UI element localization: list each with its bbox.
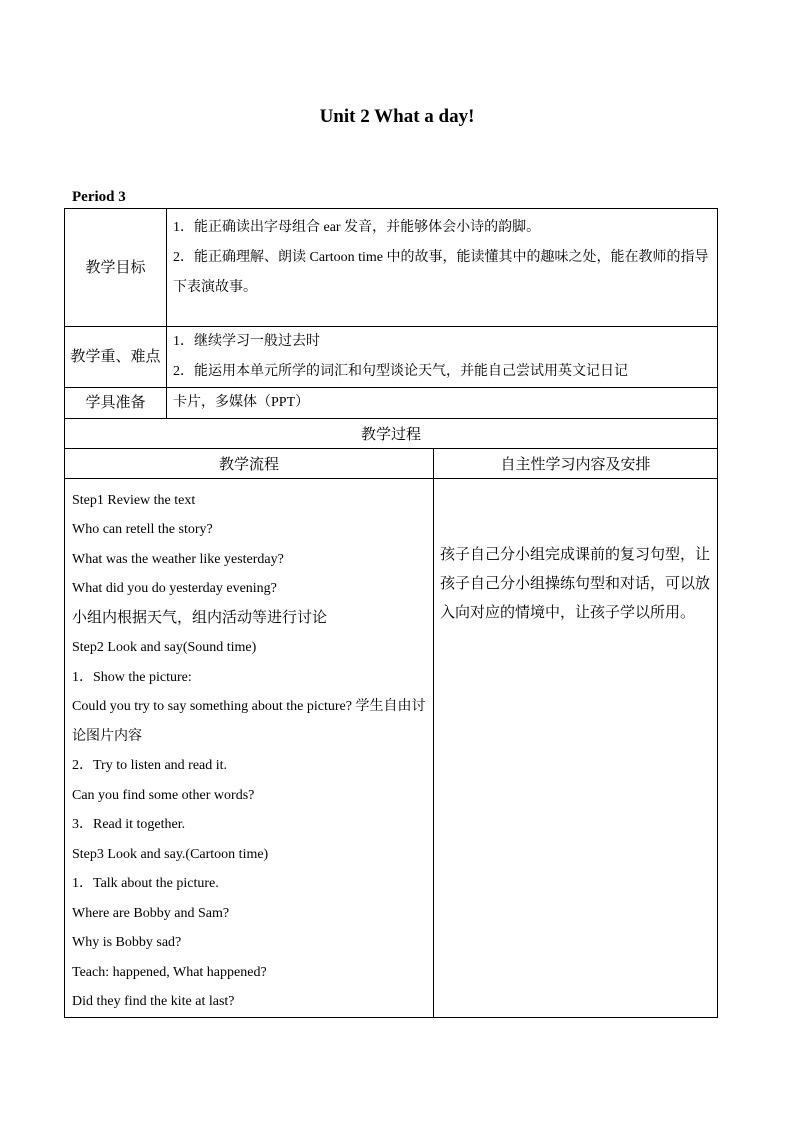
period-label: Period 3	[72, 189, 126, 205]
goals-row	[65, 209, 718, 327]
process-line: Could you try to say something about the picture? 学生自由讨论图片内容	[72, 699, 426, 744]
document-title: Unit 2 What a day!	[319, 106, 475, 127]
process-line: 1．Show the picture:	[72, 669, 192, 685]
process-line: 1．Talk about the picture.	[72, 876, 219, 891]
process-header-row	[65, 418, 718, 448]
process-line: 3．Read it together.	[72, 817, 186, 832]
process-line: What did you do yesterday evening?	[72, 581, 277, 596]
process-line: 2．Try to listen and read it.	[72, 758, 228, 773]
process-line: Where are Bobby and Sam?	[72, 905, 230, 921]
process-line: Step1 Review the text	[72, 492, 196, 508]
column-header-row	[65, 448, 718, 478]
process-line: Can you find some other words?	[72, 787, 255, 803]
process-content	[65, 478, 434, 1017]
key-points-content	[167, 327, 718, 388]
process-line: Who can retell the story?	[72, 522, 213, 537]
process-header: 教学过程	[65, 418, 718, 448]
materials-label: 学具准备	[65, 388, 167, 419]
process-line: Why is Bobby sad?	[72, 935, 182, 950]
key-point-line-1: 1．继续学习一般过去时	[173, 334, 320, 349]
process-line: Did they find the kite at last?	[72, 994, 235, 1009]
goals-content	[167, 209, 718, 327]
lesson-plan-table	[64, 208, 718, 1018]
key-points-label: 教学重、难点	[65, 327, 167, 388]
materials-row	[65, 388, 718, 419]
column-header-left: 教学流程	[65, 448, 434, 478]
goal-line-2: 2．能正确理解、朗读 Cartoon time 中的故事，能读懂其中的趣味之处，能在教师的指导下表演故事。	[173, 250, 709, 295]
column-header-right: 自主性学习内容及安排	[434, 448, 718, 478]
process-line: Step3 Look and say.(Cartoon time)	[72, 846, 269, 862]
self-study-content: 孩子自己分小组完成课前的复习句型，让孩子自己分小组操练句型和对话，可以放入向对应的情境中，让孩子学以所用。	[434, 478, 718, 1017]
materials-content	[167, 388, 718, 419]
goals-label: 教学目标	[65, 209, 167, 327]
process-row	[65, 478, 718, 1017]
materials-value: 卡片，多媒体（PPT）	[173, 395, 310, 410]
process-line: 小组内根据天气，组内活动等进行讨论	[72, 609, 328, 626]
process-line: What was the weather like yesterday?	[72, 551, 284, 567]
goal-line-1: 1．能正确读出字母组合 ear 发音，并能够体会小诗的韵脚。	[173, 220, 541, 235]
key-point-line-2: 2．能运用本单元所学的词汇和句型谈论天气，并能自己尝试用英文记日记	[173, 363, 628, 379]
process-line: Step2 Look and say(Sound time)	[72, 640, 257, 655]
process-line: Teach: happened, What happened?	[72, 964, 267, 980]
key-points-row	[65, 327, 718, 388]
